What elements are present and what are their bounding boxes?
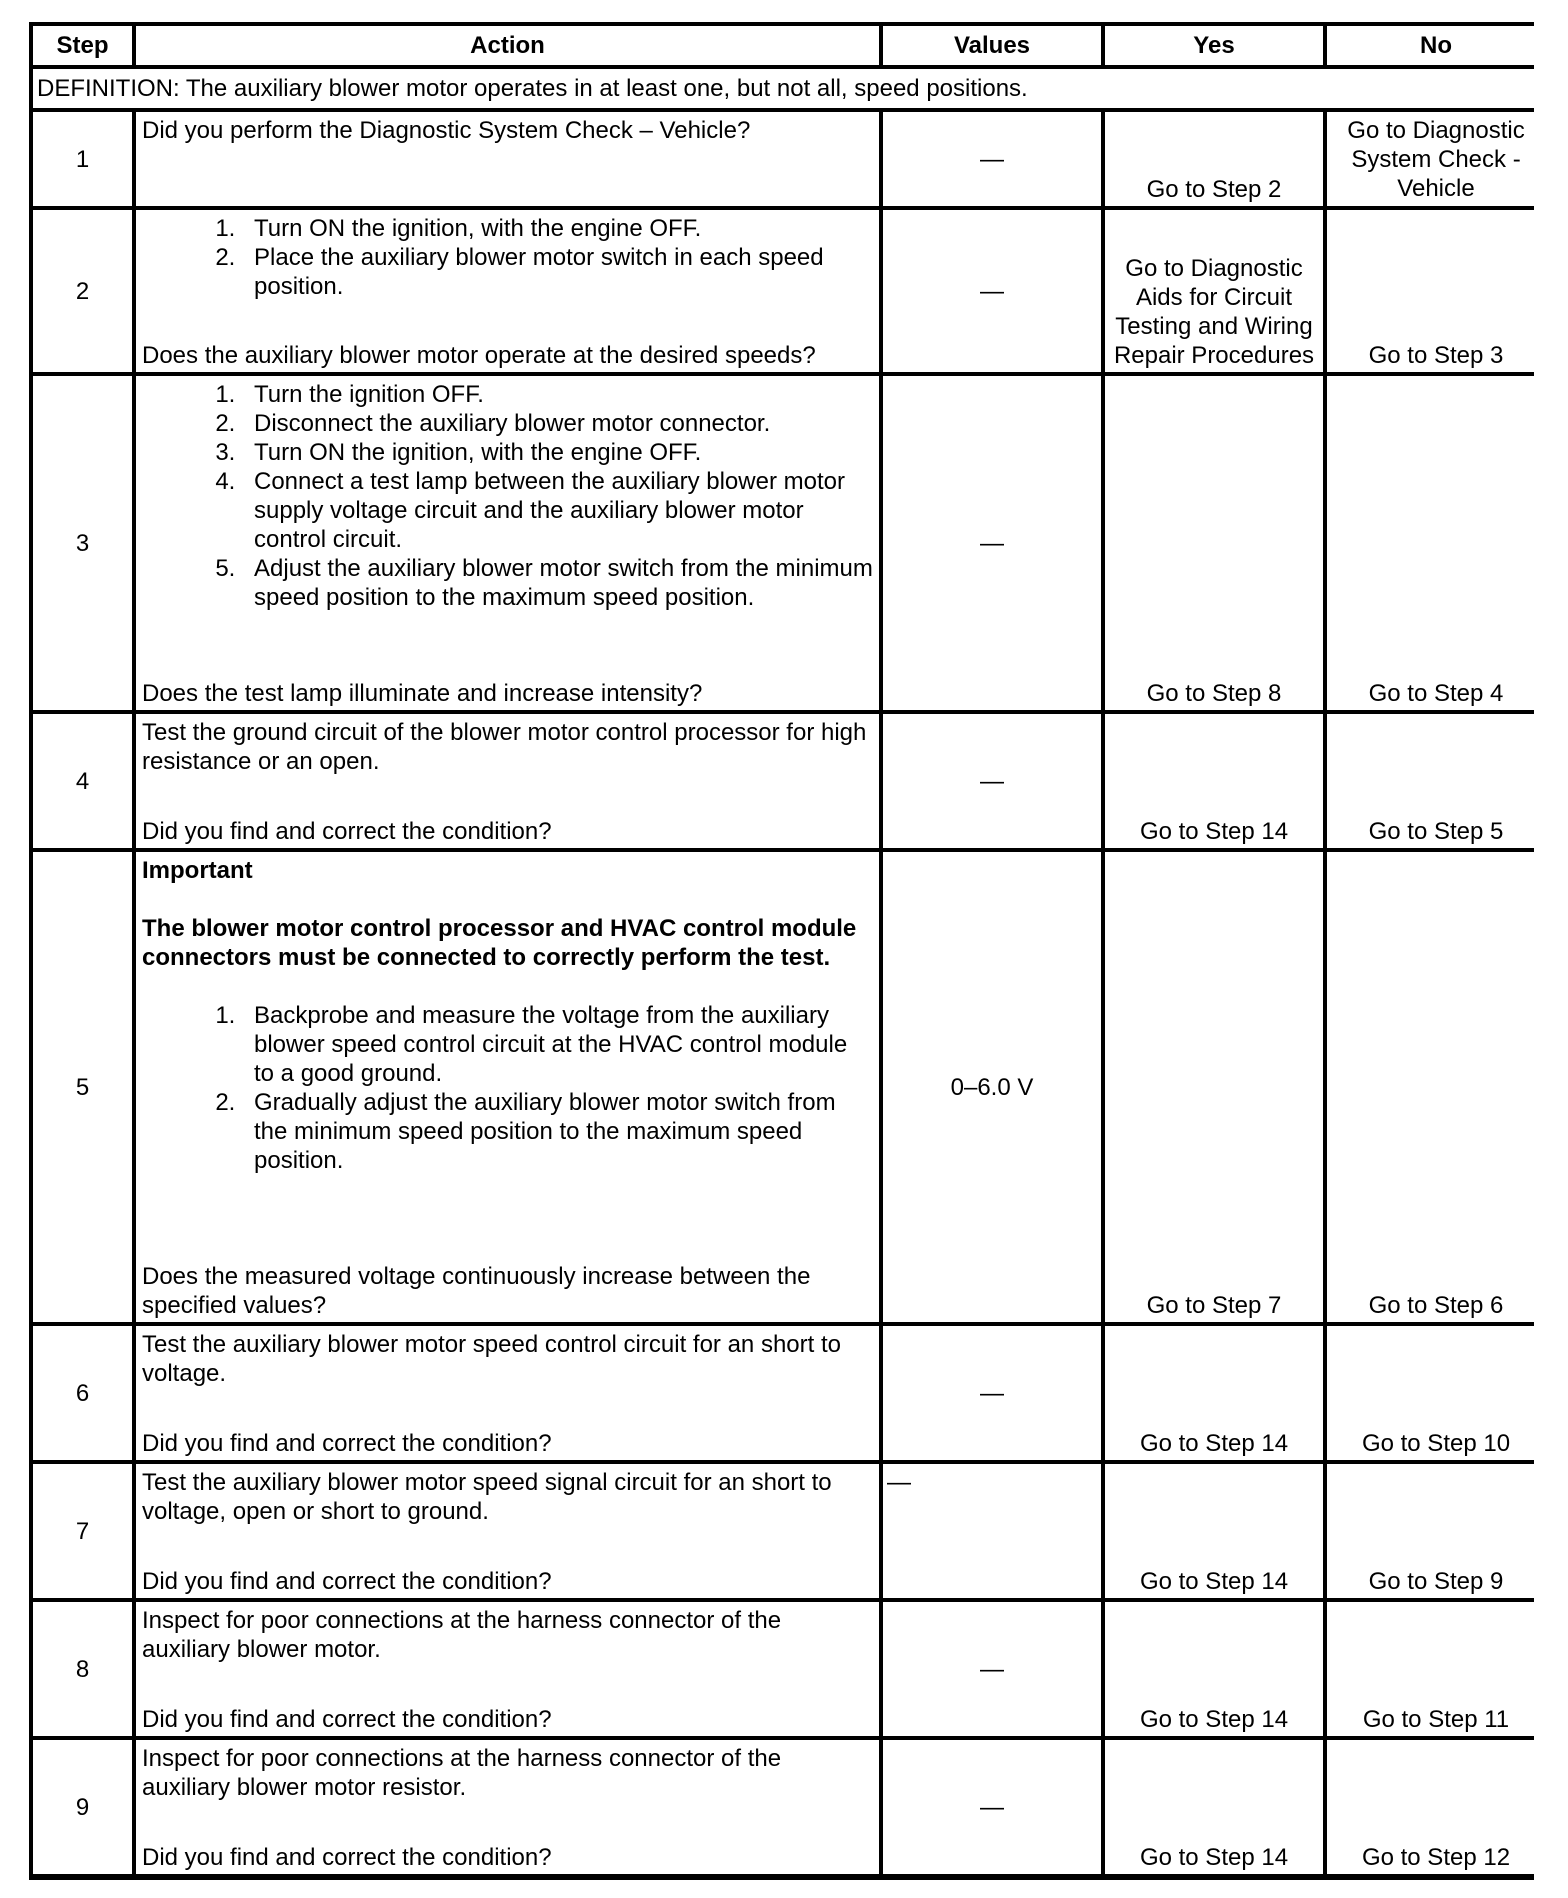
step-number: 3 xyxy=(33,376,132,710)
action-question: Did you find and correct the condition? xyxy=(142,1706,552,1733)
action-instruction: Inspect for poor connections at the harness connector of the auxiliary blower motor. xyxy=(142,1607,782,1663)
value-cell: — xyxy=(883,1740,1101,1874)
action-cell xyxy=(136,1464,879,1598)
action-step-item: 3. Turn ON the ignition, with the engine OFF. xyxy=(242,438,873,467)
value-cell: — xyxy=(883,112,1101,206)
no-cell: Go to Step 10 xyxy=(1327,1326,1545,1460)
no-cell: Go to Step 3 xyxy=(1327,210,1545,372)
no-cell: Go to Step 9 xyxy=(1327,1464,1545,1598)
action-step-item: 1. Turn ON the ignition, with the engine OFF. xyxy=(242,214,873,243)
important-label: Important xyxy=(142,857,253,884)
yes-cell: Go to Diagnostic Aids for Circuit Testing and Wiring Repair Procedures xyxy=(1105,210,1323,372)
step-number: 8 xyxy=(33,1602,132,1736)
action-cell xyxy=(136,112,879,206)
step-number: 4 xyxy=(33,714,132,848)
diagnostic-table xyxy=(29,22,1534,1880)
no-cell: Go to Diagnostic System Check - Vehicle xyxy=(1327,112,1545,206)
step-number: 5 xyxy=(33,852,132,1322)
action-instruction: Test the auxiliary blower motor speed control circuit for an short to voltage. xyxy=(142,1331,841,1387)
action-cell xyxy=(136,1740,879,1874)
value-cell: — xyxy=(883,1464,1101,1598)
action-cell xyxy=(136,852,879,1322)
action-step-item: 2. Place the auxiliary blower motor switch in each speed position. xyxy=(242,243,873,301)
definition-row: DEFINITION: The auxiliary blower motor operates in at least one, but not all, speed positions. xyxy=(33,69,1545,108)
value-cell: — xyxy=(883,714,1101,848)
yes-cell: Go to Step 14 xyxy=(1105,1740,1323,1874)
value-cell: — xyxy=(883,210,1101,372)
yes-cell: Go to Step 14 xyxy=(1105,1464,1323,1598)
value-cell: — xyxy=(883,376,1101,710)
action-cell xyxy=(136,376,879,710)
step-number: 6 xyxy=(33,1326,132,1460)
header-no: No xyxy=(1327,26,1545,65)
important-note: The blower motor control processor and HVAC control module connectors must be connected to correctly perform the test. xyxy=(142,915,857,971)
action-cell xyxy=(136,210,879,372)
action-question: Did you find and correct the condition? xyxy=(142,818,552,845)
action-question: Did you find and correct the condition? xyxy=(142,1430,552,1457)
action-step-item: 2. Gradually adjust the auxiliary blower motor switch from the minimum speed position to the maximum speed position. xyxy=(242,1088,873,1175)
action-instruction: Test the auxiliary blower motor speed signal circuit for an short to voltage, open or short to ground. xyxy=(142,1469,832,1525)
action-question: Did you find and correct the condition? xyxy=(142,1844,552,1871)
action-steps-list xyxy=(142,1001,873,1175)
action-cell xyxy=(136,1326,879,1460)
step-number: 2 xyxy=(33,210,132,372)
action-steps-list xyxy=(142,214,873,301)
yes-cell: Go to Step 14 xyxy=(1105,1326,1323,1460)
action-question: Did you perform the Diagnostic System Check – Vehicle? xyxy=(142,117,751,144)
header-yes: Yes xyxy=(1105,26,1323,65)
action-question: Does the test lamp illuminate and increase intensity? xyxy=(142,680,703,707)
action-step-item: 4. Connect a test lamp between the auxiliary blower motor supply voltage circuit and the auxiliary blower motor control circuit. xyxy=(242,467,873,554)
action-cell xyxy=(136,1602,879,1736)
yes-cell: Go to Step 8 xyxy=(1105,376,1323,710)
action-instruction: Test the ground circuit of the blower motor control processor for high resistance or an open. xyxy=(142,719,867,775)
action-steps-list xyxy=(142,380,873,612)
action-step-item: 2. Disconnect the auxiliary blower motor connector. xyxy=(242,409,873,438)
yes-cell: Go to Step 14 xyxy=(1105,1602,1323,1736)
action-cell xyxy=(136,714,879,848)
value-cell: — xyxy=(883,1602,1101,1736)
no-cell: Go to Step 12 xyxy=(1327,1740,1545,1874)
action-step-item: 1. Backprobe and measure the voltage from the auxiliary blower speed control circuit at the HVAC control module to a good ground. xyxy=(242,1001,873,1088)
yes-cell: Go to Step 14 xyxy=(1105,714,1323,848)
header-step: Step xyxy=(33,26,132,65)
value-cell: — xyxy=(883,1326,1101,1460)
value-cell: 0–6.0 V xyxy=(883,852,1101,1322)
no-cell: Go to Step 4 xyxy=(1327,376,1545,710)
action-step-item: 5. Adjust the auxiliary blower motor switch from the minimum speed position to the maximum speed position. xyxy=(242,554,873,612)
action-question: Did you find and correct the condition? xyxy=(142,1568,552,1595)
step-number: 7 xyxy=(33,1464,132,1598)
action-step-item: 1. Turn the ignition OFF. xyxy=(242,380,873,409)
yes-cell: Go to Step 2 xyxy=(1105,112,1323,206)
action-instruction: Inspect for poor connections at the harness connector of the auxiliary blower motor resistor. xyxy=(142,1745,782,1801)
yes-cell: Go to Step 7 xyxy=(1105,852,1323,1322)
no-cell: Go to Step 6 xyxy=(1327,852,1545,1322)
step-number: 9 xyxy=(33,1740,132,1874)
header-action: Action xyxy=(136,26,879,65)
no-cell: Go to Step 5 xyxy=(1327,714,1545,848)
no-cell: Go to Step 11 xyxy=(1327,1602,1545,1736)
step-number: 1 xyxy=(33,112,132,206)
action-question: Does the measured voltage continuously increase between the specified values? xyxy=(142,1263,811,1319)
action-question: Does the auxiliary blower motor operate at the desired speeds? xyxy=(142,342,816,369)
header-values: Values xyxy=(883,26,1101,65)
